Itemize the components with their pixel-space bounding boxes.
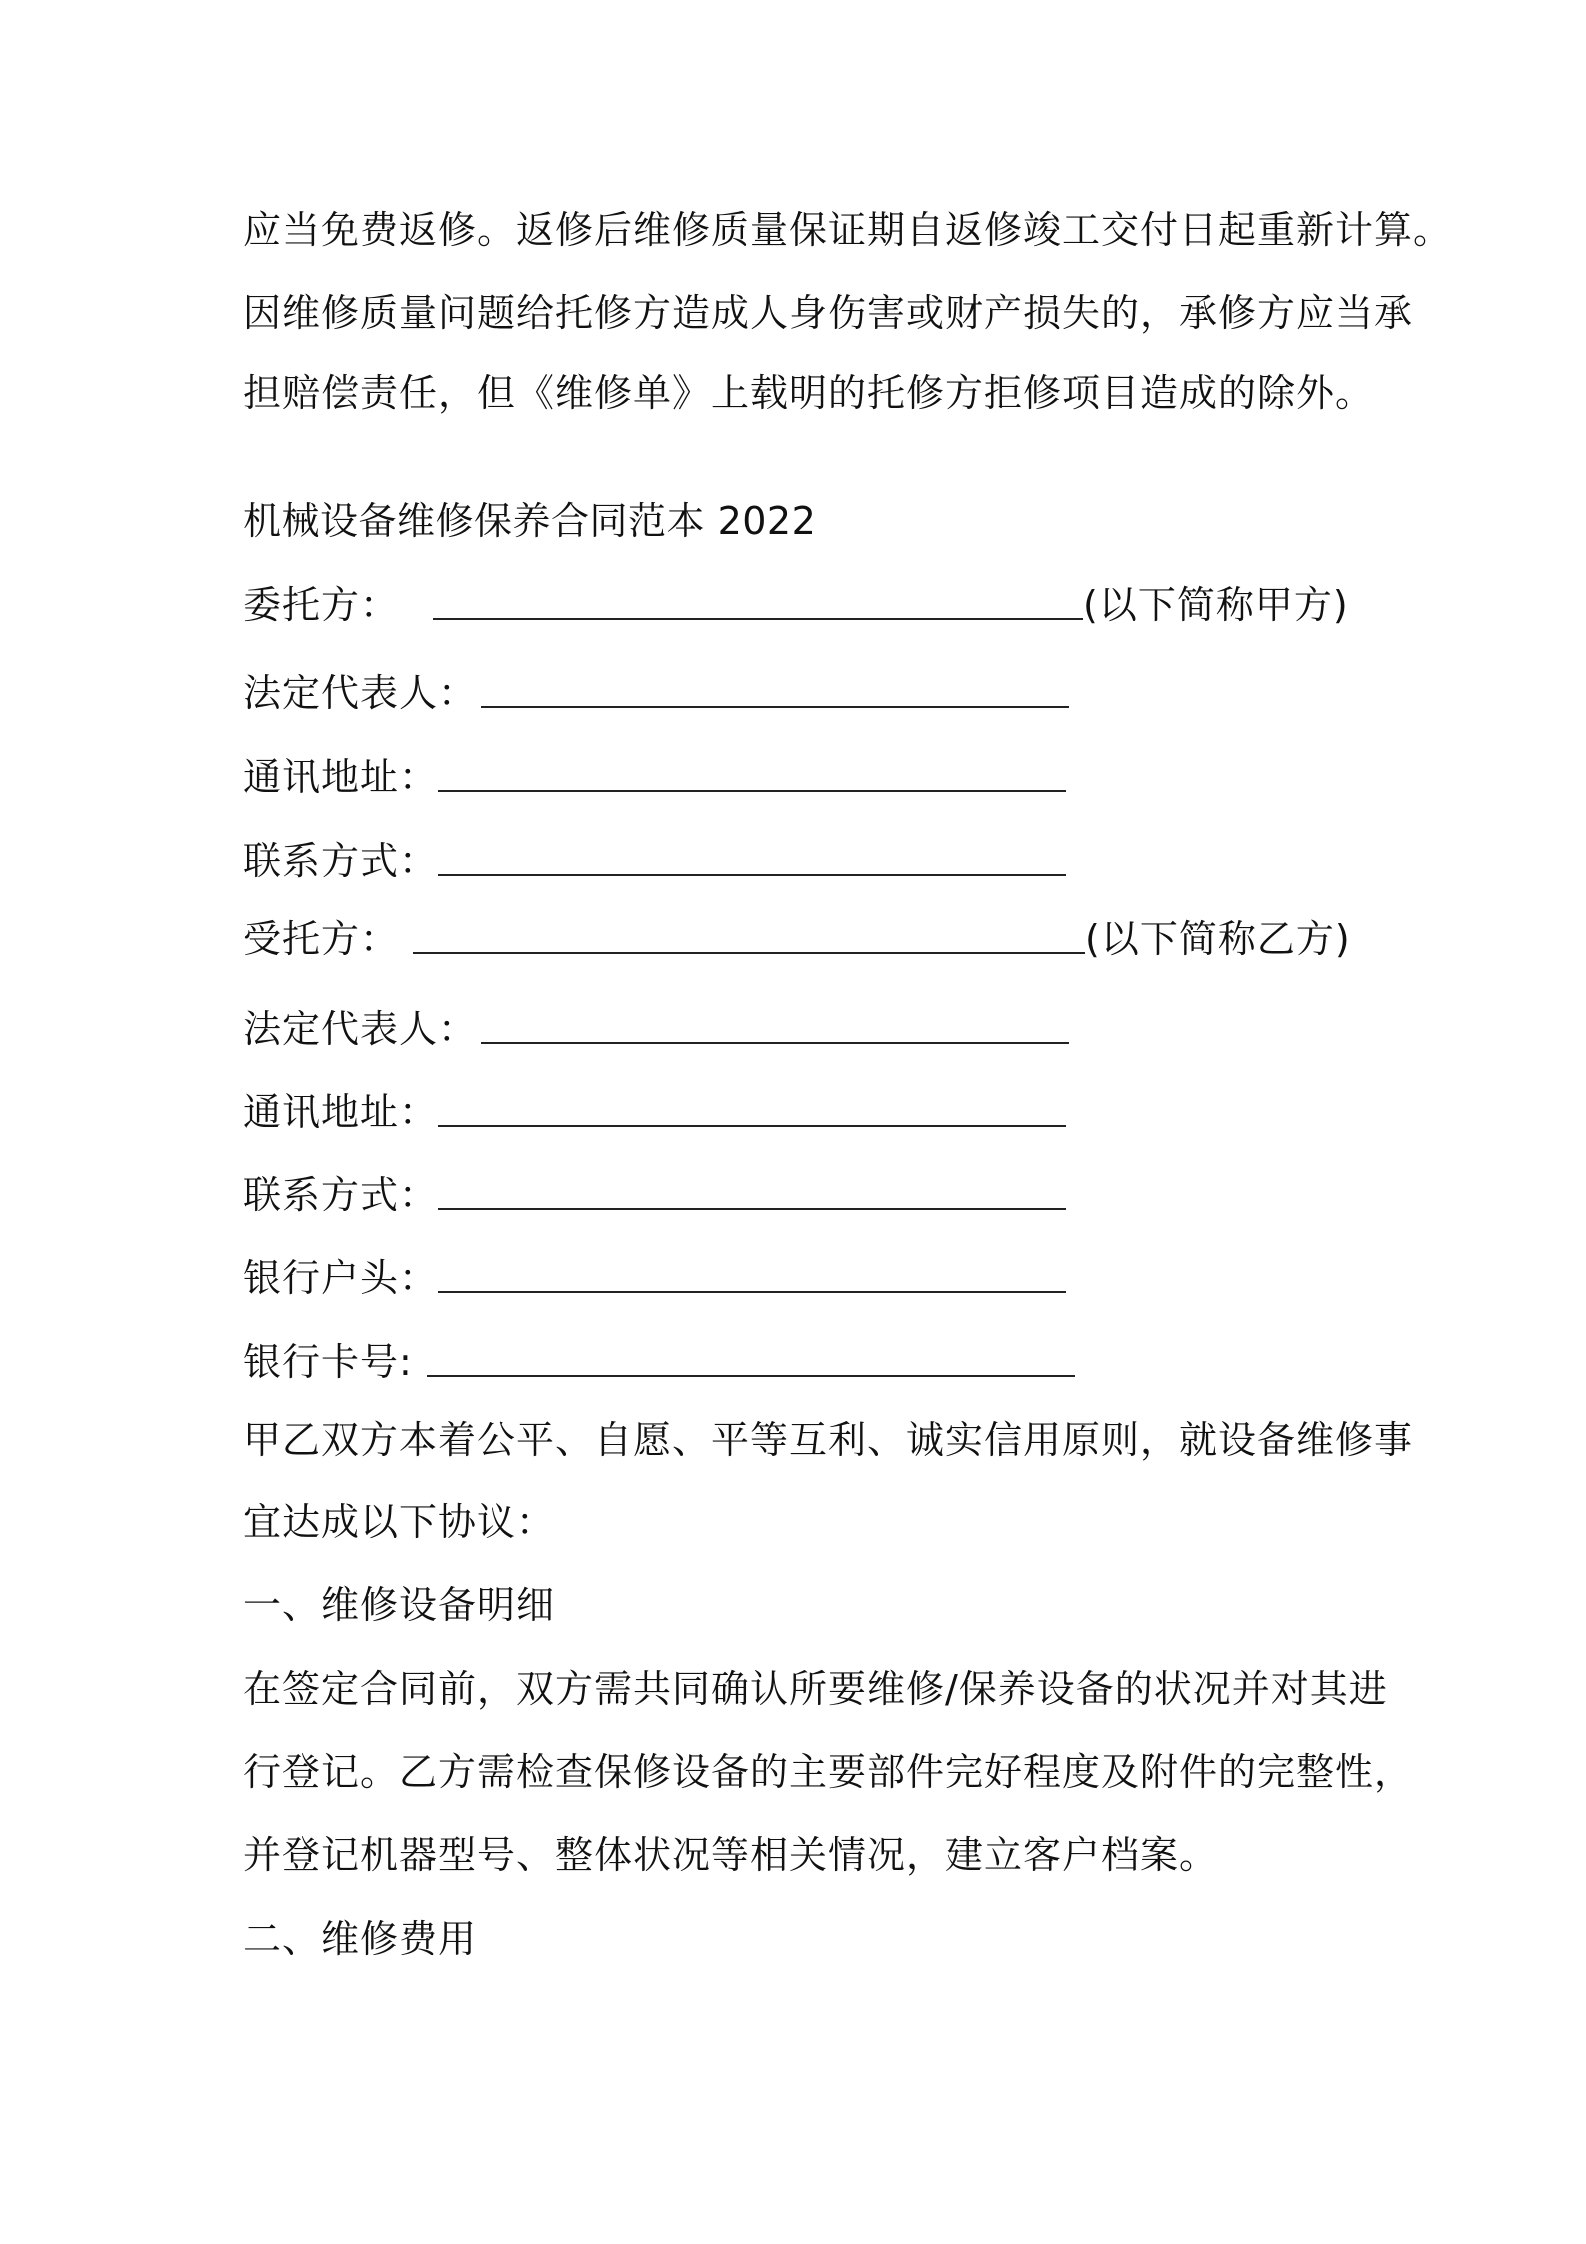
party-a-blank	[433, 618, 1083, 620]
agreement-intro-line-2: 宜达成以下协议：	[243, 1500, 556, 1544]
party-a-contact-field	[243, 836, 1066, 886]
party-a-suffix: (以下简称甲方)	[1083, 583, 1349, 627]
party-b-bank-account-name-blank	[438, 1291, 1066, 1293]
party-b-address-field	[243, 1087, 1066, 1137]
paragraph-1-line-2: 因维修质量问题给托修方造成人身伤害或财产损失的，承修方应当承	[243, 291, 1414, 335]
party-a-representative-field	[243, 668, 1069, 718]
party-b-contact-label: 联系方式：	[243, 1173, 439, 1217]
party-a-contact-label: 联系方式：	[243, 839, 439, 883]
party-b-field	[243, 914, 1351, 964]
party-b-bank-card-label: 银行卡号:	[243, 1340, 413, 1384]
party-b-representative-blank	[481, 1042, 1069, 1044]
paragraph-1-line-3: 担赔偿责任，但《维修单》上载明的托修方拒修项目造成的除外。	[243, 371, 1375, 415]
party-b-bank-account-name-label: 银行户头：	[243, 1256, 439, 1300]
party-b-contact-blank	[438, 1208, 1066, 1210]
party-b-representative-field	[243, 1004, 1069, 1054]
agreement-intro-line-1: 甲乙双方本着公平、自愿、平等互利、诚实信用原则，就设备维修事	[243, 1418, 1414, 1462]
paragraph-1-line-1: 应当免费返修。返修后维修质量保证期自返修竣工交付日起重新计算。	[243, 208, 1453, 252]
party-a-address-field	[243, 752, 1066, 802]
party-a-address-blank	[438, 790, 1066, 792]
section-1-line-2: 行登记。乙方需检查保修设备的主要部件完好程度及附件的完整性，	[243, 1750, 1414, 1794]
party-b-bank-card-field	[243, 1337, 1075, 1387]
party-b-bank-account-name-field	[243, 1253, 1066, 1303]
section-1-line-3: 并登记机器型号、整体状况等相关情况，建立客户档案。	[243, 1833, 1219, 1877]
party-b-suffix: (以下简称乙方)	[1085, 917, 1351, 961]
party-b-address-blank	[438, 1125, 1066, 1127]
party-b-address-label: 通讯地址：	[243, 1090, 439, 1134]
party-a-address-label: 通讯地址：	[243, 755, 439, 799]
party-a-representative-label: 法定代表人：	[243, 671, 478, 715]
party-b-representative-label: 法定代表人：	[243, 1007, 478, 1051]
section-2-heading: 二、维修费用	[243, 1917, 478, 1961]
party-b-label: 受托方：	[243, 917, 400, 961]
section-1-line-1: 在签定合同前，双方需共同确认所要维修/保养设备的状况并对其进	[243, 1667, 1388, 1711]
party-a-contact-blank	[438, 874, 1066, 876]
party-b-bank-card-blank	[427, 1375, 1075, 1377]
party-a-representative-blank	[481, 706, 1069, 708]
section-1-heading: 一、维修设备明细	[243, 1583, 556, 1627]
party-a-label: 委托方：	[243, 583, 400, 627]
party-b-blank	[413, 952, 1085, 954]
party-a-field	[243, 580, 1349, 630]
party-b-contact-field	[243, 1170, 1066, 1220]
document-title: 机械设备维修保养合同范本 2022	[243, 499, 817, 543]
